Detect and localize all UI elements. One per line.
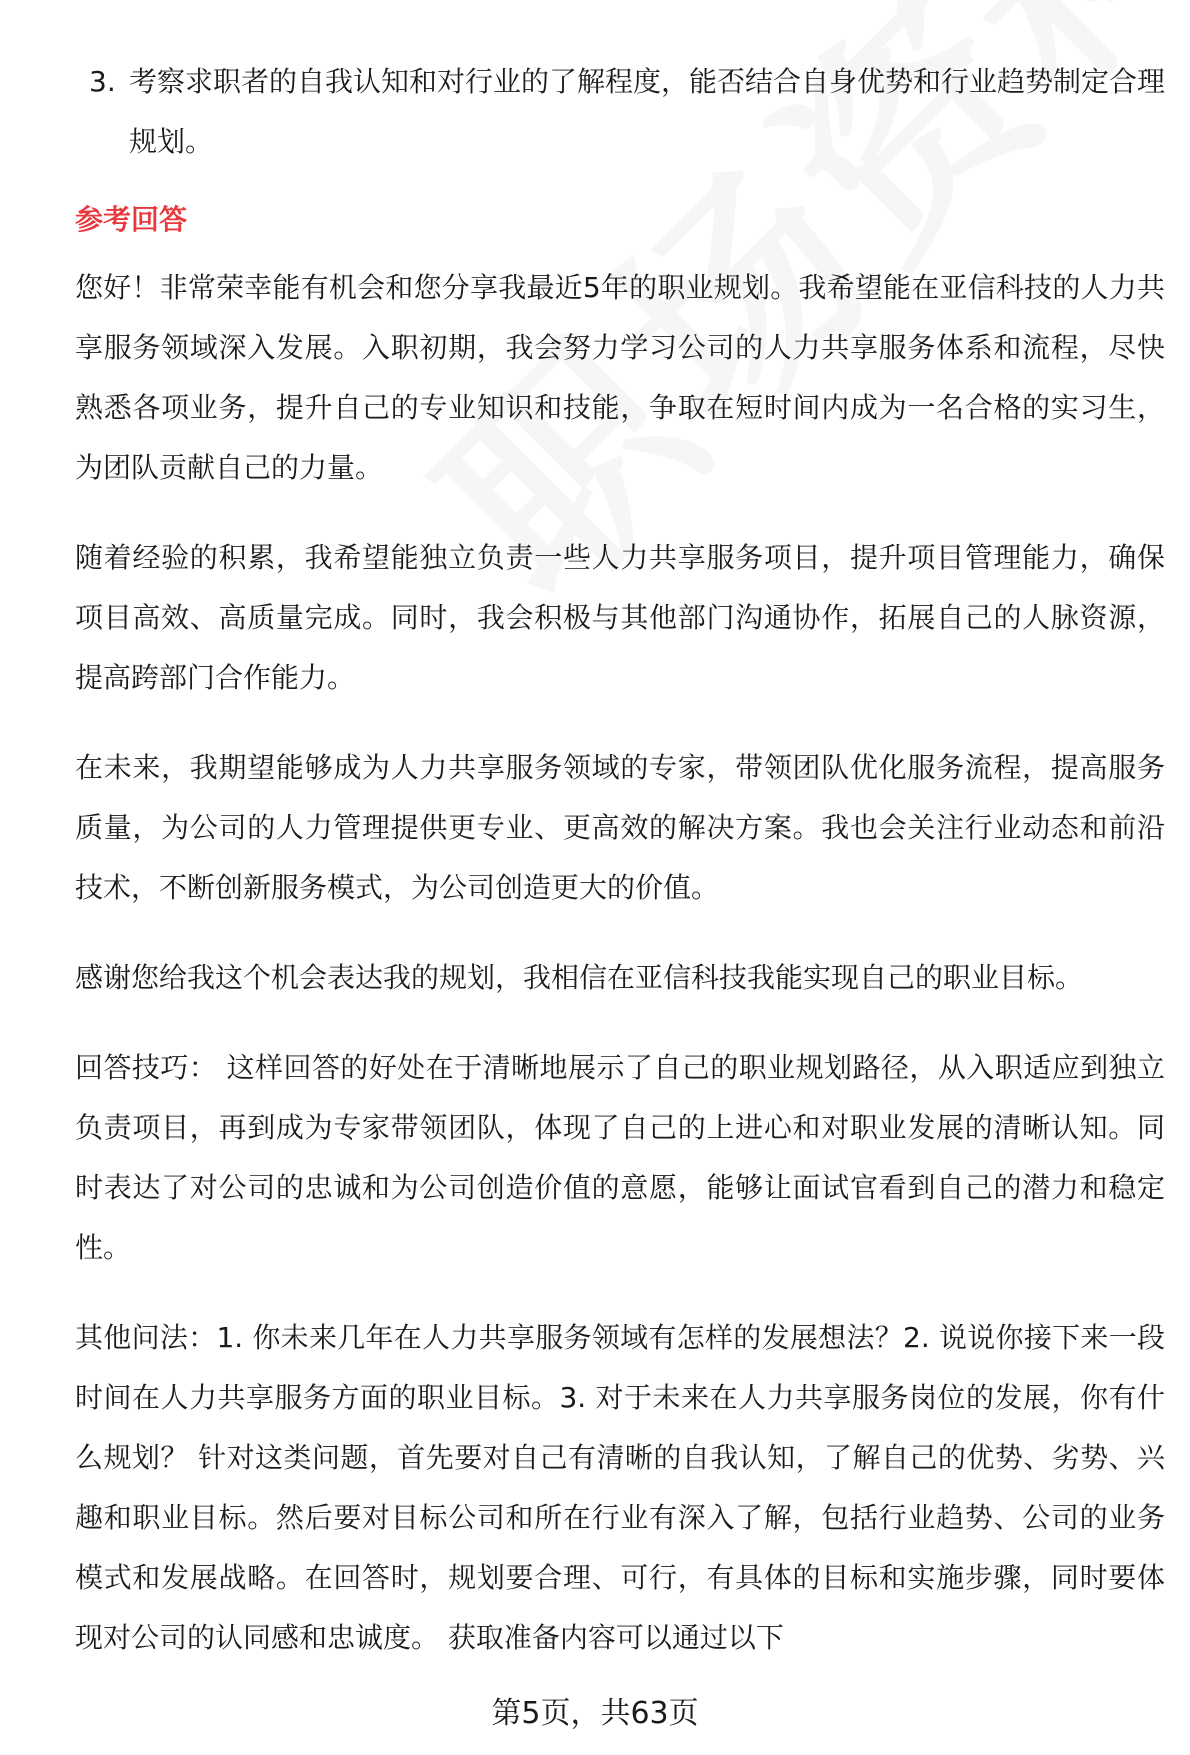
paragraph: 感谢您给我这个机会表达我的规划，我相信在亚信科技我能实现自己的职业目标。: [75, 961, 1084, 994]
page-number-footer: 第5页，共63页: [491, 1696, 699, 1731]
list-item-text: 考察求职者的自我认知和对行业的了解程度，能否结合自身优势和行业趋势制定合理规划。: [129, 65, 1166, 158]
page-content: [75, 52, 1165, 1668]
paragraph: 您好！非常荣幸能有机会和您分享我最近5年的职业规划。我希望能在亚信科技的人力共享服务领域深入发展。入职初期，我会努力学习公司的人力共享服务体系和流程，尽快熟悉各项业务，提升自己的专业知识和技能，争取在短时间内成为一名合格的实习生，为团队贡献自己的力量。: [75, 271, 1165, 484]
paragraph: 回答技巧： 这样回答的好处在于清晰地展示了自己的职业规划路径，从入职适应到独立负责项目，再到成为专家带领团队，体现了自己的上进心和对职业发展的清晰认知。同时表达了对公司的忠诚和为公司创造价值的意愿，能够让面试官看到自己的潜力和稳定性。: [75, 1051, 1165, 1264]
paragraph: 其他问法：1. 你未来几年在人力共享服务领域有怎样的发展想法？2. 说说你接下来一段时间在人力共享服务方面的职业目标。3. 对于未来在人力共享服务岗位的发展，你有什么规划？ 针对这类问题，首先要对自己有清晰的自我认知，了解自己的优势、劣势、兴趣和职业目标。然后要对目标公司和所在行业有深入了解，包括行业趋势、公司的业务模式和发展战略。在回答时，规划要合理、可行，有具体的目标和实施步骤，同时要体现对公司的认同感和忠诚度。 获取准备内容可以通过以下: [75, 1321, 1165, 1654]
paragraph: 在未来，我期望能够成为人力共享服务领域的专家，带领团队优化服务流程，提高服务质量，为公司的人力管理提供更专业、更高效的解决方案。我也会关注行业动态和前沿技术，不断创新服务模式，为公司创造更大的价值。: [75, 751, 1165, 904]
list-item-number: 3.: [89, 65, 116, 98]
section-title: 参考回答: [75, 203, 188, 236]
paragraph: 随着经验的积累，我希望能独立负责一些人力共享服务项目，提升项目管理能力，确保项目高效、高质量完成。同时，我会积极与其他部门沟通协作，拓展自己的人脉资源，提高跨部门合作能力。: [75, 541, 1165, 694]
list-item: [89, 52, 1165, 172]
